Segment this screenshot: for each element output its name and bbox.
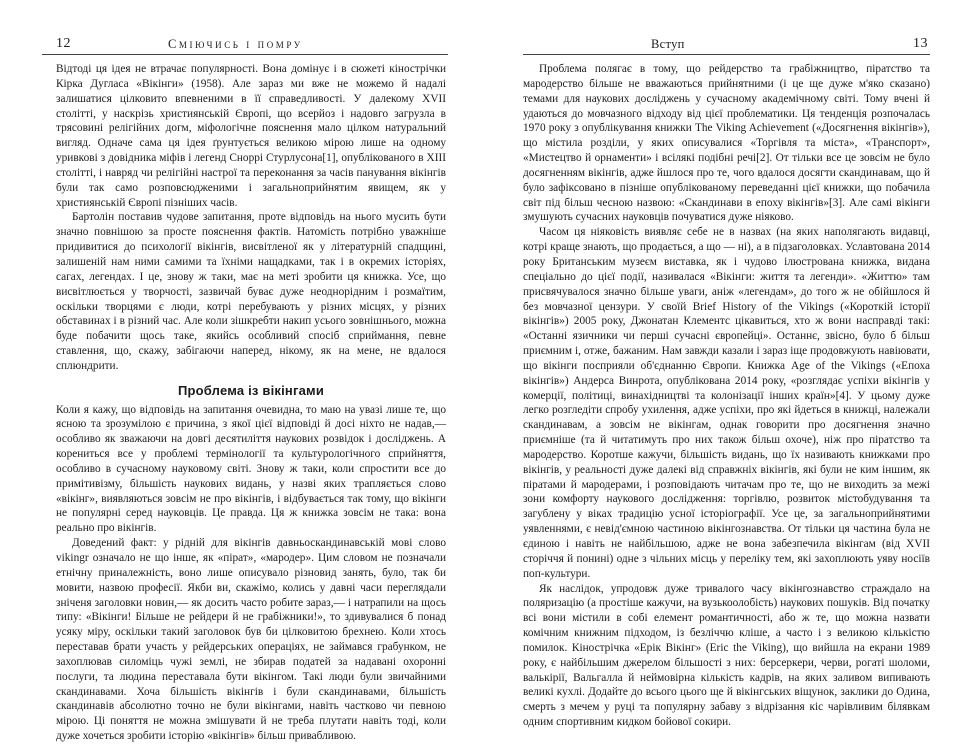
left-page [42, 0, 448, 743]
left-running-head [42, 34, 448, 55]
right-page-number: 13 [913, 36, 928, 51]
section-heading: Проблема із вікінгами [177, 382, 325, 398]
right-paragraph-2: Часом ця ніяковість виявляє себе не в назвах (на яких наполягають видавці, котрі краще знають, що продається, а що — ні), а в підзаголовках. Уславтована 2014 року Британським музеєм виставка, як і чудово ілюстрована книжка, видана спеціально до цієї події, називалася «Вікінги: життя та легенди». «Життю» там присвячувалося значно більше уваги, аніж «легендам», до того ж не обійшлося й без мовчазної цензури. У своїй Brief History of the Vikings («Короткій історії вікінгів») 2005 року, Джонатан Клементс цікавиться, хто ж вони насправді такі: «Останні язичники чи перші сучасні європейці». Останнє, звісно, було б більш приємним і, отже, бажаним. Нам завжди казали і зараз іще продовжують навіювати, що вікінги посприяли об'єднанню Європи. Книжка Age of the Vikings («Епоха вікінгів») Андерса Винрота, опублікована 2014 року, «розглядає успіхи вікінгів у комерції, політиці, винахідництві та колонізації інших країн»[4]. У цьому дуже легко розгледіти спробу ухилення, адже успіхи, про які йдеться в книжці, належали скандинавам, а зовсім не вікінгам, однак говорити про досягнення значно приємніше (та й читатимуть про них також більш охоче), ніж про піратство та мародерство. Коротше кажучи, більшість видань, що їх називають книжками про вікінгів, у реальності дуже далекі від справжніх вікінгів, які були не ким іншим, як піратами й мародерами, і розповідають читачам про те, що не виходить за межі зони комфорту наукового дослідження: торгівлю, розвиток містобудування та загублену у віках традицію усної історіографії. Усе це, за загальноприйнятими уявленнями, є невід'ємною частиною вікінгознавства. От тільки ця частина була не єдиною і навіть не найбільшою, адже не вона забезпечила вікінгам (від XVII сторіччя й понині) одне з чільних місць у переліку тем, які захоплюють уяву носіїв поп-культури. [523, 226, 930, 580]
left-paragraph-2: Бартолін поставив чудове запитання, проте відповідь на нього мусить бути значно повнішою за просте пояснення фактів. Натомість потрібно уважніше придивитися до психології вікінгів, висвітленої як у літературній спадщині, залишеній нам ними самими та їхніми нащадками, так і в окремих історіях, сагах, легендах. І це, знову ж таки, має на меті зробити ця книжка. Усе, що висвітлюється у творчості, зазвичай буває дуже неоднорідним і розмаїтим, оскільки творцями є люди, котрі перебувають у різних місцях, у різних обставинах і в різний час. Але коли зішкребти накип усього зовнішнього, можна буде побачити щось таке, якийсь особливий спосіб сприймання, певне ставлення, що, скажу, забігаючи наперед, нікому, як на мене, не вдалося сплюндрити. [56, 211, 446, 372]
left-page-number: 12 [56, 36, 71, 51]
left-paragraph-1: Відтоді ця ідея не втрачає популярності. Вона домінує і в сюжеті кінострічки Кірка Дугласа «Вікінги» (1958). Але зараз ми вже не можемо й надалі залишатися цілковито впевненими в її справедливості. У далекому XVII столітті, у наскрізь християнській Європі, що всерйоз і надовго загрузла в трясовині релігійних догм, міфологічне пояснення мало цілком натуральний вигляд. Одначе сама ця ідея ґрунтується великою мірою лише на одному уривкові з довідника міфів і легенд Сноррі Стурлусона[1], опублікованого в XIII столітті, і навряд чи релігійні настрої та переконання за часів панування вікінгів були так само розповсюдженими і загальноприйнятим явищем, як у християнській Європі пізніших часів. [56, 63, 446, 209]
right-paragraph-3: Як наслідок, упродовж дуже тривалого часу вікінгознавство страждало на поляризацію (а простіше кажучи, на вузькоолобість) наукових пошуків. Від початку всі вони містили в собі елемент романтичності, або ж те, що можна назвати комічним книжним підходом, із безліччю кліше, а часто і з великою кількістю помилок. Кінострічка «Ерік Вікінг» (Eric the Viking), що вийшла на екрани 1989 року, є найбільшим джерелом більшості з них: берсеркери, черви, рогаті шоломи, валькірії, Вальгалла й неймовірна кількість кадрів, на яких заливом випивають великі кухлі. Додайте до всього цього ще й вікінгських віщунок, заклики до Одина, смерть з мечем у руці та популярну забаву з відрізання кіс чарівливим білявкам одним спортивним кидком бойової сокири. [523, 582, 930, 729]
left-paragraph-4: Доведений факт: у рідній для вікінгів давньоскандинавській мові слово vikingr означало не що інше, як «пірат», «мародер». Цим словом не позначали етнічну приналежність, воно лише описувало різновид занять, було, так би мовити, назвою професії. Якби ви, скажімо, колись у давні часи переглядали зніченя заголовки новин,— як досить часто робите зараз,— і натрапили на щось типу: «Вікінги! Більше не рейдери й не грабіжники!», то здивувалися б понад усяку міру, оскільки такий заголовок був би цілковитою брехнею. Коли хтось переставав брати участь у рейдерських операціях, не займався грабунком, не захоплював силоміць чужі землі, не збирав податей за надавані охоронні послуги, та людина переставала бути вікінгом. Такі люди були звичайними скандинавами. Хоча більшість вікінгів і були скандинавами, більшість скандинавів абсолютно точно не були вікінгами, навіть частково чи певною мірою. Ці поняття не можна змішувати й не треба плутати навіть тоді, коли дуже хочеться зробити історію «вікінгів» більш привабливою. [56, 537, 446, 743]
right-page [523, 0, 930, 729]
right-running-title: Вступ [651, 37, 685, 51]
left-running-title: Сміючись і помру [168, 37, 303, 51]
left-body-text [56, 62, 446, 744]
right-paragraph-1: Проблема полягає в тому, що рейдерство та грабіжництво, піратство та мародерство більше не вважаються прийнятними (і це ще дуже м'яко сказано) темами для наукових досліджень у сучасному академічному світі. Тому вчені й удаються до мовчазного відходу від цієї проблематики. Ця тенденція розпочалась 1970 року з опублікування книжки The Viking Achievement («Досягнення вікінгів»), що містила розділи, у яких описувалися «Торгівля та міста», «Транспорт», «Мистецтво й орнаменти» і всілякі подібні речі[2]. От тільки все це зовсім не було досягненням вікінгів, адже йшлося про те, чого вдалося досягти скандинавам, що й було зафіксовано в пізніше опублікованому переведанні цієї книжки, що побачила світ під більш чесною назвою: «Скандинави в епоху вікінгів»[3]. Але самі вікінги змушують сучасних науковців почуватися дуже ніяково. [523, 63, 930, 224]
right-body-text [523, 62, 930, 730]
left-paragraph-3: Коли я кажу, що відповідь на запитання очевидна, то маю на увазі лише те, що ясною та зрозумілою є причина, з якої цієї відповіді й досі ніхто не надав,— особливо як зважаючи на довгі десятиліття наукових розвідок і досліджень. А корениться все у проблемі термінології та культурологічного сприйняття, особливо в сучасному науковому світі. Знову ж таки, коли спростити все до примітивізму, більшість наукових видань, у назві яких трапляється слово «вікінг», виявляються зовсім не про вікінгів, і відбувається так тому, що вікінги не популярні серед науковців. Це правда. Ця ж книжка зовсім не така: вона реально про вікінгів. [56, 403, 446, 535]
right-running-head [523, 34, 930, 55]
